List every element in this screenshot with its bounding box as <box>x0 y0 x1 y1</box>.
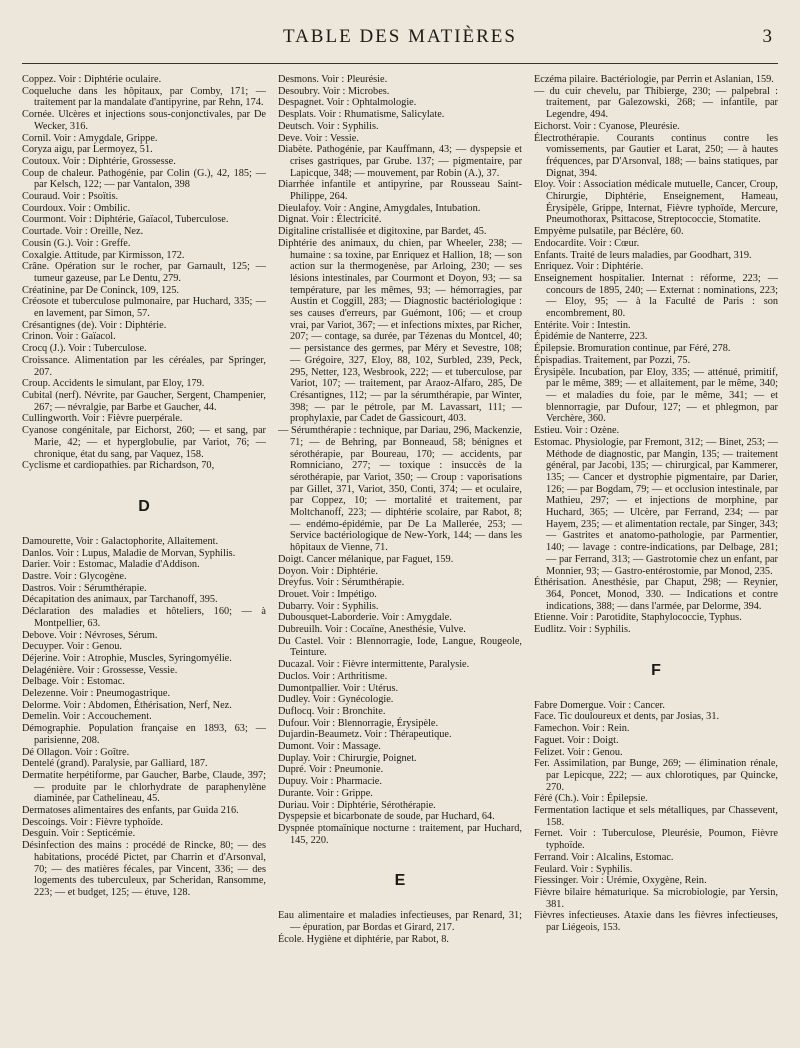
index-column-3 <box>534 74 778 1042</box>
index-entry: Dupré. Voir : Pneumonie. <box>278 764 384 776</box>
index-entry: Coup de chaleur. Pathogénie, par Colin (G.), 42, 185; — par Kelsch, 122; — par Vantalon, 398 <box>22 167 266 191</box>
index-entry: Épispadias. Traitement, par Pozzi, 75. <box>534 354 691 366</box>
index-entry: Coqueluche dans les hôpitaux, par Comby, 171; — traitement par la mandalate d'antipyrine, par Rehn, 174. <box>22 85 266 109</box>
index-entry: Feulard. Voir : Syphilis. <box>534 863 633 875</box>
index-entry: Dubousquet-Laborderie. Voir : Amygdale. <box>278 612 452 624</box>
index-entry: Endocardite. Voir : Cœur. <box>534 237 640 249</box>
index-entry: Dumontpallier. Voir : Utérus. <box>278 682 399 694</box>
index-entry: Électrothérapie. Courants continus contre les vomissements, par Gautier et Larat, 250; — à hautes fréquences, par D'Arsonval, 188; — bains statiques, par Dignat, 394. <box>534 132 778 179</box>
index-entry: Cyanose congénitale, par Eichorst, 260; — et sang, par Marie, 42; — et hyperglobulie, par Variot, 76; — chronique, état du sang, par Vaquez, 158. <box>22 425 266 460</box>
index-entry: Crésantignes (de). Voir : Diphtérie. <box>22 319 167 331</box>
index-entry: Désinfection des mains : procédé de Rincke, 80; — des habitations, procédé Pictet, par Charrin et d'Arsonval, 70; — des matières fécales, par Vincent, 336; — des logements des tuberculeux, par Scheridan, Ransomme, 223; — et budget, 125; — étuve, 128. <box>22 840 266 898</box>
index-entry: Dujardin-Beaumetz. Voir : Thérapeutique. <box>278 729 452 741</box>
index-entry: Demelin. Voir : Accouchement. <box>22 711 152 723</box>
index-entry: Épidémie de Nanterre, 223. <box>534 331 648 343</box>
index-entry: Delagénière. Voir : Grossesse, Vessie. <box>22 664 178 676</box>
index-entry: Dufour. Voir : Blennorragie, Érysipèle. <box>278 717 439 729</box>
index-entry: Dermatite herpétiforme, par Gaucher, Barbe, Claude, 397; — produite par le chlorhydrate de paraphenylène diaminée, par Cathelineau, 45. <box>22 769 266 805</box>
index-entry: Descoings. Voir : Fièvre typhoïde. <box>22 816 163 828</box>
index-entry: Dyspnée ptomaïnique nocturne : traitement, par Huchard, 145, 220. <box>278 823 522 846</box>
index-entry: Déclaration des maladies et hôteliers, 160; — à Montpellier, 63. <box>22 606 266 629</box>
index-entry: Deve. Voir : Vessie. <box>278 132 359 144</box>
index-entry: Estieu. Voir : Ozène. <box>534 425 620 437</box>
index-entry: Danlos. Voir : Lupus, Maladie de Morvan, Syphilis. <box>22 547 236 559</box>
index-entry: Debove. Voir : Névroses, Sérum. <box>22 629 158 641</box>
index-entry: Digitaline cristallisée et digitoxine, par Bardet, 45. <box>278 226 487 238</box>
index-entry: Cornée. Ulcères et injections sous-conjonctivales, par De Wecker, 316. <box>22 109 266 132</box>
index-entry: Desmons. Voir : Pleurésie. <box>278 74 388 85</box>
index-entry: Dudley. Voir : Gynécologie. <box>278 694 394 706</box>
index-entry: Dermatoses alimentaires des enfants, par Guida 216. <box>22 805 239 817</box>
index-entry: Féré (Ch.). Voir : Épilepsie. <box>534 793 648 805</box>
index-entry: Desplats. Voir : Rhumatisme, Salicylate. <box>278 109 445 121</box>
index-entry: Couraud. Voir : Psoïtis. <box>22 191 119 203</box>
index-entry: Dyspepsie et bicarbonate de soude, par Huchard, 64. <box>278 811 495 823</box>
index-entry: Etienne. Voir : Parotidite, Staphylococcie, Typhus. <box>534 612 742 624</box>
header-rule <box>22 63 778 64</box>
index-entry: Cornil. Voir : Amygdale, Grippe. <box>22 132 158 144</box>
index-entry: Drouet. Voir : Impétigo. <box>278 588 377 600</box>
index-entry: Entérite. Voir : Intestin. <box>534 319 631 331</box>
index-entry: Dastre. Voir : Glycogène. <box>22 571 127 583</box>
page-number: 3 <box>762 26 772 47</box>
page-header <box>22 22 778 52</box>
index-entry: Face. Tic douloureux et dents, par Josias, 31. <box>534 711 720 723</box>
index-entry: Fabre Domergue. Voir : Cancer. <box>534 699 665 711</box>
index-entry: Dignat. Voir : Électricité. <box>278 214 382 226</box>
index-entry: Duriau. Voir : Diphtérie, Sérothérapie. <box>278 799 436 811</box>
index-entry: Croissance. Alimentation par les céréales, par Springer, 207. <box>22 354 266 378</box>
index-entry: Coxalgie. Attitude, par Kirmisson, 172. <box>22 249 185 261</box>
index-entry: Cyclisme et cardiopathies. par Richardson, 70, <box>22 460 215 472</box>
index-entry: Courmont. Voir : Diphtérie, Gaïacol, Tuberculose. <box>22 214 229 226</box>
index-entry: Courdoux. Voir : Ombilic. <box>22 202 131 214</box>
index-entry: Fièvre bilaire hématurique. Sa microbiologie, par Yersin, 381. <box>534 887 778 910</box>
index-entry: Delbage. Voir : Estomac. <box>22 676 125 688</box>
index-entry: Démographie. Population française en 1893, 63; — parisienne, 208. <box>22 723 266 746</box>
index-entry: Duplay. Voir : Chirurgie, Poignet. <box>278 752 417 764</box>
index-entry: Estomac. Physiologie, par Fremont, 312; — Binet, 253; — Méthode de diagnostic, par Mangin, 135; — traitement général, par Jacobi, 135; — chirurgical, par Kammerer, 135; — Cancer et dystrophie pigmentaire, par Darier, 126; — par Bogdam, 79; — et occlusion intestinale, par Mathieu, 297; — et injections de morphine, par Huchard, 365; — Ulcère, par Ferrand, 234; — par Hayem, 235; — et alimentation rectale, par Singer, 343; — Gastrites et anatomo-pathologie, par Parmentier, 140; — lavage : contre-indications, par Delbage, 281; — par Ferrand, 313; — Gastrotomie chez un enfant, par Monnier, 93; — Gastro-entérostomie, par Monod, 235. <box>534 436 778 577</box>
index-entry: Du Castel. Voir : Blennorragie, Iode, Langue, Rougeole, Teinture. <box>278 635 522 659</box>
index-entry: Delezenne. Voir : Pneumogastrique. <box>22 688 171 700</box>
index-entry: Cousin (G.). Voir : Greffe. <box>22 237 131 249</box>
index-entry: Fernet. Voir : Tuberculose, Pleurésie, Poumon, Fièvre typhoïde. <box>534 828 778 852</box>
section-letter: F <box>651 661 661 679</box>
section-letter: E <box>394 872 406 890</box>
index-entry: Darier. Voir : Estomac, Maladie d'Addison. <box>22 559 200 571</box>
index-entry: — du cuir chevelu, par Thibierge, 230; — palpebral : traitement, par Galezowski, 268; — infantile, par Legendre, 494. <box>534 85 778 121</box>
index-entry: Duflocq. Voir : Bronchite. <box>278 705 386 717</box>
index-entry: Diarrhée infantile et antipyrine, par Rousseau Saint-Philippe, 264. <box>278 179 522 203</box>
index-entry: Ferrand. Voir : Alcalins, Estomac. <box>534 851 674 863</box>
index-entry: Desguin. Voir : Septicémie. <box>22 828 136 840</box>
index-entry: Dieulafoy. Voir : Angine, Amygdales, Intubation. <box>278 202 481 214</box>
index-entry: Deutsch. Voir : Syphilis. <box>278 120 379 132</box>
index-entry: Dé Ollagon. Voir : Goître. <box>22 746 130 758</box>
index-entry: Eudlitz. Voir : Syphilis. <box>534 624 631 636</box>
index-entry: Dreyfus. Voir : Sérumthérapie. <box>278 577 405 589</box>
index-entry: Eczéma pilaire. Bactériologie, par Perrin et Aslanian, 159. <box>534 74 774 85</box>
index-entry: Cubital (nerf). Névrite, par Gaucher, Sergent, Champenier, 267; — névralgie, par Barbe et Gaucher, 44. <box>22 389 266 413</box>
index-entry: Déjerine. Voir : Atrophie, Muscles, Syringomyélie. <box>22 652 232 664</box>
index-entry: École. Hygiène et diphtérie, par Rabot, 8. <box>278 933 449 945</box>
index-entry: Crinon. Voir : Gaïacol. <box>22 331 116 343</box>
page-title: TABLE DES MATIÈRES <box>283 26 517 47</box>
index-entry: Fer. Assimilation, par Bunge, 269; — élimination rénale, par Lepicque, 222; — aux chlorotiques, par Quincke, 270. <box>534 758 778 793</box>
section-letter: D <box>138 497 150 515</box>
index-columns <box>22 74 778 1042</box>
index-entry: Eichorst. Voir : Cyanose, Pleurésie. <box>534 120 680 132</box>
index-entry: Croup. Accidents le simulant, par Eloy, 179. <box>22 378 205 390</box>
index-entry: Felizet. Voir : Genou. <box>534 746 623 758</box>
index-entry: Famechon. Voir : Rein. <box>534 723 630 735</box>
index-entry: Fiessinger. Voir : Urémie, Oxygène, Rein. <box>534 875 707 887</box>
index-entry: Coppez. Voir : Diphtérie oculaire. <box>22 74 162 85</box>
index-entry: Eau alimentaire et maladies infectieuses, par Renard, 31; — épuration, par Bordas et Girard, 217. <box>278 910 522 934</box>
index-entry: Empyème pulsatile, par Béclère, 60. <box>534 226 684 238</box>
index-entry: Courtade. Voir : Oreille, Nez. <box>22 226 144 238</box>
index-entry: Épilepsie. Bromuration continue, par Féré, 278. <box>534 343 731 355</box>
index-entry: Éthérisation. Anesthésie, par Chaput, 298; — Reynier, 364, Poncet, Monod, 330. — Indications et contre indications, 388; — dans l'armée, par Delorme, 394. <box>534 577 778 612</box>
index-entry: Enriquez. Voir : Diphtérie. <box>534 261 644 273</box>
index-entry: Durante. Voir : Grippe. <box>278 787 373 799</box>
index-entry: Faguet. Voir : Doigt. <box>534 734 619 746</box>
index-entry: Coutoux. Voir : Diphtérie, Grossesse. <box>22 155 176 167</box>
index-entry: Dumont. Voir : Massage. <box>278 741 381 753</box>
index-entry: Créatinine, par De Coninck, 109, 125. <box>22 284 179 296</box>
index-entry: Decuyper. Voir : Genou. <box>22 641 122 653</box>
index-entry: Créosote et tuberculose pulmonaire, par Huchard, 335; — en lavement, par Simon, 57. <box>22 296 266 320</box>
index-column-2 <box>278 74 522 1042</box>
index-entry: Dastros. Voir : Sérumthérapie. <box>22 582 147 594</box>
index-entry: Diabète. Pathogénie, par Kauffmann, 43; — dyspepsie et crises gastriques, par Grube. 137; — pigmentaire, par Lapicque, 348; — mouvement, par Robin (A.), 37. <box>278 144 522 179</box>
index-entry: Dupuy. Voir : Pharmacie. <box>278 776 382 788</box>
index-entry: Ducazal. Voir : Fièvre intermittente, Paralysie. <box>278 659 470 671</box>
index-entry: Décapitation des animaux, par Tarchanoff, 395. <box>22 594 218 606</box>
index-entry: Dubarry. Voir : Syphilis. <box>278 600 379 612</box>
index-entry: Érysipèle. Incubation, par Eloy, 335; — atténué, primitif, par le même, 389; — et allaitement, par le même, 340; — et maladies du foie, par le même, 341; — et blennorragie, par Dufour, 127; — et phlegmon, par Verchère, 360. <box>534 366 778 425</box>
index-entry: Damourette, Voir : Galactophorite, Allaitement. <box>22 535 219 547</box>
index-entry: Enseignement hospitalier. Internat : réforme, 223; — concours de 1895, 240; — Externat : nominations, 223; — Eloy, 95; — à la Faculté de Paris : son encombrement, 80. <box>534 272 778 320</box>
index-entry: Diphtérie des animaux, du chien, par Wheeler, 238; — humaine : sa toxine, par Enriquez et Hallion, 18; — son action sur la thermogenèse, par Arloing, 230; — ses lésions intestinales, par Courmont et Doyon, 93; — sa température, par les mêmes, 93; — hémorragies, par Austin et Coggill, 283; — Diagnostic bactériologique : ses causes d'erreurs, par Guémont, 106; — et croup vrai, par Variot, 367; — et infections mixtes, par Richer, 207; — contage, sa durée, par Tézenas du Montcel, 40; — persistance des germes, par Méry et Sevestre, 108; — Grégoire, 327, Eloy, 88, 102, Surbled, 239, Peck, 295, Netter, 123, Wesbrook, 222; — et tuberculose, par Variot, 107; — traitement, par Araoz-Alfaro, 285, De Crésantignes, 112; — par la sérumthérapie, par Winter, 398; — par le pétrole, par M. Lavassart, 111; — prophylaxie, par Cadet de Gassicourt, 403. <box>278 237 522 425</box>
index-entry: Coryza aigu, par Lermoyez, 51. <box>22 144 153 156</box>
index-entry: Dubreuilh. Voir : Cocaïne, Anesthésie, Vulve. <box>278 624 466 636</box>
index-entry: Doigt. Cancer mélanique, par Faguet, 159. <box>278 553 454 565</box>
index-entry: Desoubry. Voir : Microbes. <box>278 85 390 97</box>
index-entry: Delorme. Voir : Abdomen, Éthérisation, Nerf, Nez. <box>22 699 232 711</box>
index-entry: Fermentation lactique et sels métalliques, par Chassevent, 158. <box>534 805 778 828</box>
index-column-1 <box>22 74 266 1042</box>
index-entry: Doyon. Voir : Diphtérie. <box>278 565 379 577</box>
index-entry: Eloy. Voir : Association médicale mutuelle, Cancer, Croup, Chirurgie, Diphtérie, Enseignement, Hameau, Érysipèle, Grippe, Internat, Fièvre typhoïde, Mercure, Pneumothorax, Psittacose, Streptococcie, Stomatite. <box>534 179 778 226</box>
index-entry: Despagnet. Voir : Ophtalmologie. <box>278 97 417 109</box>
index-entry: Crâne. Opération sur le rocher, par Garnault, 125; — tumeur gazeuse, par Le Dentu, 279. <box>22 261 266 284</box>
index-entry: Enfants. Traité de leurs maladies, par Goodhart, 319. <box>534 249 752 261</box>
index-entry: Crocq (J.). Voir : Tuberculose. <box>22 343 147 355</box>
index-entry: Fièvres infectieuses. Ataxie dans les fièvres infectieuses, par Liégeois, 153. <box>534 910 778 934</box>
index-entry: — Sérumthérapie : technique, par Dariau, 296, Mackenzie, 71; — de Behring, par Bonneaud, 58; bénignes et sérothérapie, par Boureau, 170; — accidents, par Romniciano, 277; — toxique : insuccès de la sérothérapie, par Variot, 350; — Croup : vaporisations par Gillet, 371, Variot, 350, Conti, 374; — et oculaire, par Coppez, 10; — mortalité et traitement, par Moltchanoff, 223; — diphtérie scolaire, par Rabot, 8; — endémo-épidémie, par De La Mallerée, 253; — Service bactériologique de New-York, 144; — dans les hôpitaux de Vienne, 71. <box>278 425 522 554</box>
index-entry: Duclos. Voir : Arthritisme. <box>278 670 388 682</box>
index-entry: Dentelé (grand). Paralysie, par Galliard, 187. <box>22 758 208 770</box>
index-entry: Cullingworth. Voir : Fièvre puerpérale. <box>22 413 183 425</box>
